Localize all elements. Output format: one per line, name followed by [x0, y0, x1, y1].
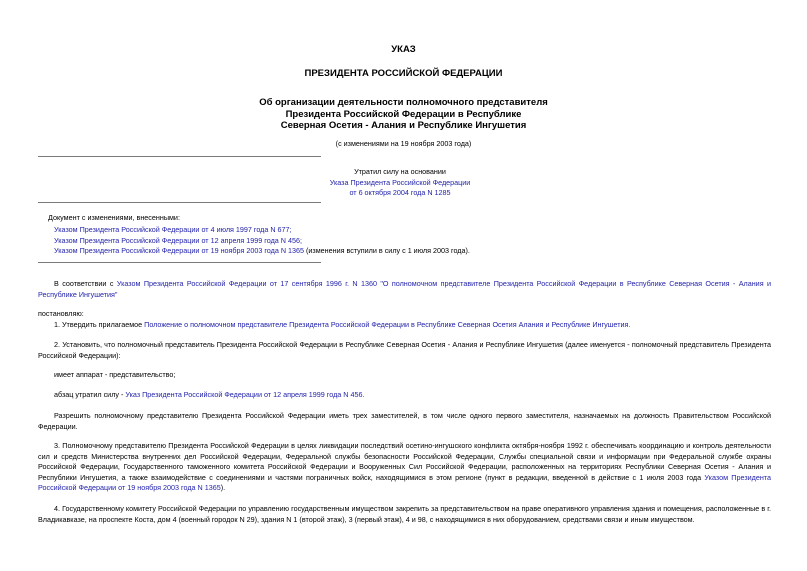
- doc-name-line-1: Об организации деятельности полномочного представителя: [259, 97, 548, 108]
- paragraph-4: 4. Государственному комитету Российской Федерации по управлению государственным имуществом закрепить за представительством на праве оперативного управления здания и помещения, расположенные в г. Владикавказе, на проспекте Коста, дом 4 (военный городок N 29), здания N 1 (второй этаж), 3 (первый этаж), 4 и 98, с находящимися в них оборудованием, средствами связи и иным имуществом.: [38, 504, 771, 524]
- doc-name-line-2: Президента Российской Федерации в Республике: [285, 108, 522, 120]
- paragraph-decree: постановляю:: [38, 309, 84, 318]
- divider-3: [38, 262, 321, 263]
- paragraph-1: [54, 320, 630, 331]
- paragraph-2: 2. Установить, что полномочный представитель Президента Российской Федерации в Республике Северная Осетия - Алания и Республике Ингушетия (далее именуется - полномочный представитель Президента Российской Федерации):: [38, 340, 771, 360]
- paragraph-3: [38, 441, 771, 494]
- paragraph-2-item-2-link[interactable]: Указ Президента Российской Федерации от 12 апреля 1999 года N 456.: [125, 390, 365, 399]
- doc-name-line-3: Северная Осетия - Алания и Республике Ингушетия: [280, 120, 527, 131]
- paragraph-1-text: 1. Утвердить прилагаемое: [54, 320, 145, 329]
- divider-2: [38, 202, 321, 203]
- expired-block: [320, 167, 480, 199]
- expired-link-2[interactable]: от 6 октября 2004 года N 1285: [349, 188, 451, 198]
- expired-line: Утратил силу на основании: [354, 167, 446, 176]
- expired-link-1[interactable]: Указа Президента Российской Федерации: [329, 177, 471, 187]
- paragraph-3-tail: ).: [220, 483, 226, 493]
- amend-note: (с изменениями на 19 ноября 2003 года): [335, 139, 472, 148]
- doc-name: [0, 97, 807, 132]
- amended-item-3: [54, 246, 470, 257]
- divider-1: [38, 156, 321, 157]
- preamble-text: В соответствии с: [54, 279, 117, 288]
- paragraph-1-link[interactable]: Положение о полномочном представителе Президента Российской Федерации в Республике Северная Осетия Алания и Республике Ингушетия.: [144, 320, 631, 329]
- paragraph-3-link[interactable]: Указом Президента Российской Федерации от 19 ноября 2003 года N 1365: [38, 472, 771, 493]
- amended-link-3[interactable]: Указом Президента Российской Федерации от 19 ноября 2003 года N 1365: [54, 246, 304, 256]
- paragraph-2-item-3: Разрешить полномочному представителю Президента Российской Федерации иметь трех заместителей, в том числе одного первого заместителя, назначаемых на должность Правительством Российской Федерации.: [38, 411, 771, 431]
- preamble-link[interactable]: Указом Президента Российской Федерации от 17 сентября 1996 г. N 1360 "О полномочном представителе Президента Российской Федерации в Республике Северная Осетия - Алания и Республике Ингушетия": [38, 279, 771, 299]
- amended-link-3-tail: (изменения вступили в силу с 1 июля 2003 года).: [304, 246, 470, 256]
- doc-title: УКАЗ: [391, 44, 416, 55]
- amended-link-1[interactable]: Указом Президента Российской Федерации от 4 июля 1997 года N 677;: [54, 225, 292, 234]
- paragraph-3-text: 3. Полномочному представителю Президента Российской Федерации в целях ликвидации последствий осетино-ингушского конфликта октября-ноября 1992 г. обеспечивать координацию и контроль деятельности сил и средств Министерства внутренних дел Российской Федерации, Федеральной службы безопасности Российской Федерации, Службы специальной связи и информации при Федеральной службе охраны Российской Федерации, Государственного таможенного комитета Российской Федерации и Вооруженных Сил Российской Федерации, расположенных на территориях Республики Северная Осетия - Алания и Республики Ингушетия, а также взаимодействие с соединениями и частями пограничных войск, находящимися в этом регионе (пункт в редакции, введенной в действие с 1 июля 2003 года: [38, 441, 771, 482]
- paragraph-2-item-1: имеет аппарат - представительство;: [54, 370, 176, 379]
- doc-subtitle: ПРЕЗИДЕНТА РОССИЙСКОЙ ФЕДЕРАЦИИ: [304, 68, 503, 79]
- paragraph-preamble: [38, 279, 771, 300]
- amended-heading: Документ с изменениями, внесенными:: [48, 213, 180, 222]
- paragraph-2-item-2-text: абзац утратил силу -: [54, 390, 126, 399]
- amended-link-2[interactable]: Указом Президента Российской Федерации от 12 апреля 1999 года N 456;: [54, 235, 302, 245]
- paragraph-2-item-2: [54, 390, 364, 401]
- amended-list: [54, 225, 470, 257]
